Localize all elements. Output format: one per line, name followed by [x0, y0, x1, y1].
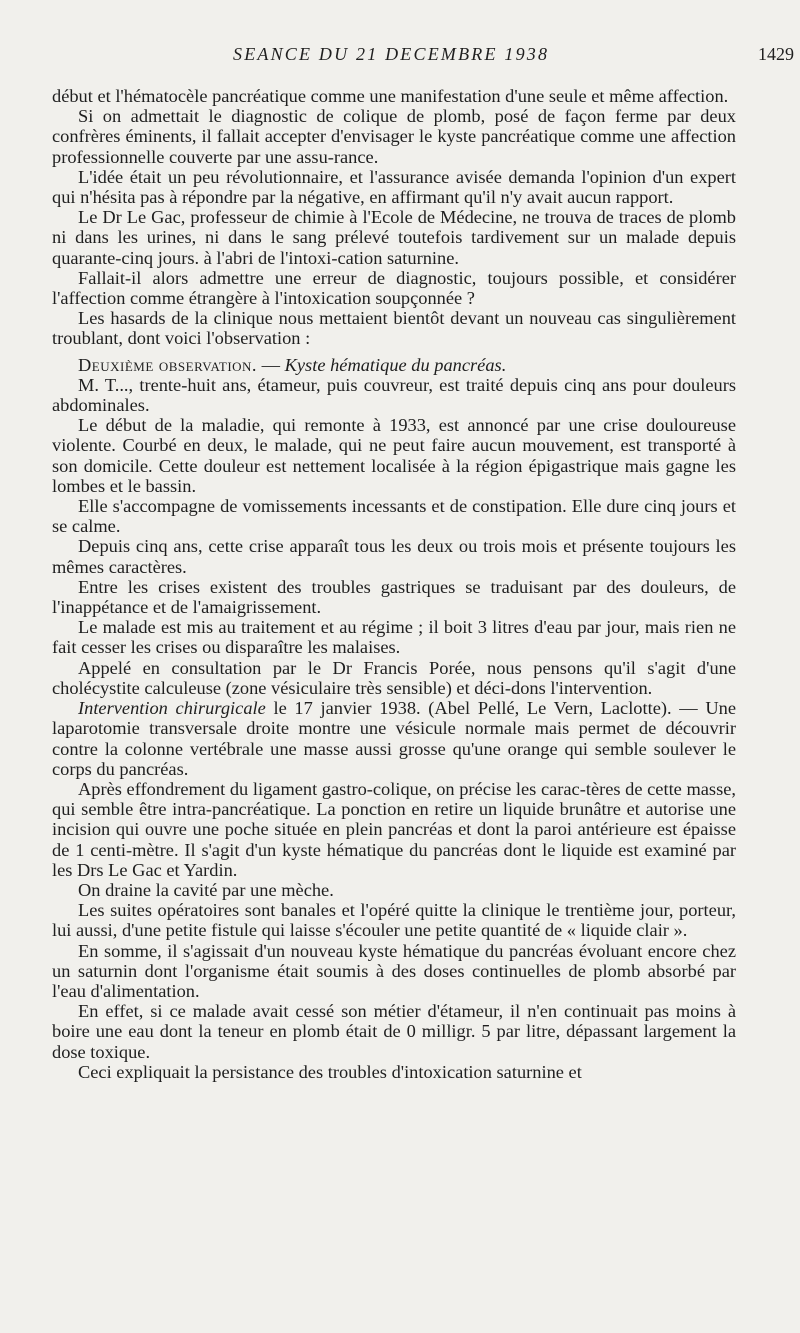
- paragraph: Le malade est mis au traitement et au régime ; il boit 3 litres d'eau par jour, mais rien ne fait cesser les crises ou disparaître les malaises.: [52, 617, 736, 658]
- intervention-text: le 17 janvier 1938. (Abel Pellé, Le Vern, Laclotte). — Une laparotomie transversale droite montre une vésicule normale mais permet de découvrir contre la colonne vertébrale une masse aussi grosse qu'une orange qui semble soulever le corps du pancréas.: [52, 698, 736, 779]
- paragraph: Fallait-il alors admettre une erreur de diagnostic, toujours possible, et considérer l'affection comme étrangère à l'intoxication soupçonnée ?: [52, 267, 736, 309]
- paragraph: En effet, si ce malade avait cessé son métier d'étameur, il n'en continuait pas moins à boire une eau dont la teneur en plomb était de 0 milligr. 5 par litre, dépassant largement la dose toxique.: [52, 1001, 736, 1062]
- observation-heading: [52, 355, 736, 375]
- paragraph: Elle s'accompagne de vomissements incessants et de constipation. Elle dure cinq jours et se calme.: [52, 496, 736, 537]
- paragraph: Le début de la maladie, qui remonte à 1933, est annoncé par une crise douloureuse violente. Courbé en deux, le malade, qui ne peut faire aucun mouvement, est transporté à son domicile. Cette douleur est nettement localisée à la région épigastrique mais gagne les lombes et le bassin.: [52, 415, 736, 496]
- paragraph: Appelé en consultation par le Dr Francis Porée, nous pensons qu'il s'agit d'une cholécystite calculeuse (zone vésiculaire très sensible) et déci-dons l'intervention.: [52, 657, 736, 698]
- paragraph: début et l'hématocèle pancréatique comme une manifestation d'une seule et même affection.: [52, 86, 729, 106]
- paragraph: On draine la cavité par une mèche.: [78, 879, 334, 900]
- intervention-paragraph: [52, 698, 736, 779]
- intervention-label: Intervention chirurgicale: [78, 698, 266, 719]
- observation-label: Deuxième observation.: [78, 354, 258, 375]
- paragraph: Depuis cinq ans, cette crise apparaît tous les deux ou trois mois et présente toujours les mêmes caractères.: [52, 536, 736, 577]
- paragraph: Ceci expliquait la persistance des troubles d'intoxication saturnine et: [78, 1061, 582, 1082]
- paragraph: En somme, il s'agissait d'un nouveau kyste hématique du pancréas évoluant encore chez un saturnin dont l'organisme était soumis à des doses continuelles de plomb absorbé par l'eau d'alimentation.: [52, 940, 736, 1001]
- observation-dash: —: [257, 354, 285, 375]
- paragraph: Si on admettait le diagnostic de colique de plomb, posé de façon ferme par deux confrères éminents, il fallait accepter d'envisager le kyste pancréatique comme une affection professionnelle couverte par une assu-rance.: [52, 106, 736, 167]
- page-header: [0, 44, 800, 74]
- paragraph: L'idée était un peu révolutionnaire, et l'assurance avisée demanda l'opinion d'un expert qui n'hésita pas à répondre par la négative, en affirmant qu'il n'y avait aucun rapport.: [52, 166, 736, 208]
- body-text: [52, 86, 736, 1082]
- page-number: 1429: [758, 44, 794, 64]
- running-title: SEANCE DU 21 DECEMBRE 1938: [233, 44, 550, 64]
- paragraph: Les hasards de la clinique nous mettaient bientôt devant un nouveau cas singulièrement troublant, dont voici l'observation :: [52, 308, 736, 349]
- paragraph: Le Dr Le Gac, professeur de chimie à l'Ecole de Médecine, ne trouva de traces de plomb ni dans les urines, ni dans le sang prélevé toutefois tardivement sur un malade depuis quarante-cinq jours. à l'abri de l'intoxi-cation saturnine.: [52, 207, 736, 268]
- paragraph: M. T..., trente-huit ans, étameur, puis couvreur, est traité depuis cinq ans pour douleurs abdominales.: [52, 374, 736, 416]
- paragraph: Les suites opératoires sont banales et l'opéré quitte la clinique le trentième jour, porteur, lui aussi, d'une petite fistule qui laisse s'écouler une petite quantité de « liquide clair ».: [52, 900, 736, 941]
- paragraph: Entre les crises existent des troubles gastriques se traduisant par des douleurs, de l'inappétance et de l'amaigrissement.: [52, 576, 736, 618]
- observation-title: Kyste hématique du pancréas.: [284, 354, 507, 375]
- paragraph: Après effondrement du ligament gastro-colique, on précise les carac-tères de cette masse, qui semble être intra-pancréatique. La ponction en retire un liquide brunâtre et autorise une incision qui ouvre une poche située en plein pancréas et dont la paroi antérieure est épaisse de 1 centi-mètre. Il s'agit d'un kyste hématique du pancréas dont le liquide est examiné par les Drs Le Gac et Yardin.: [52, 778, 736, 880]
